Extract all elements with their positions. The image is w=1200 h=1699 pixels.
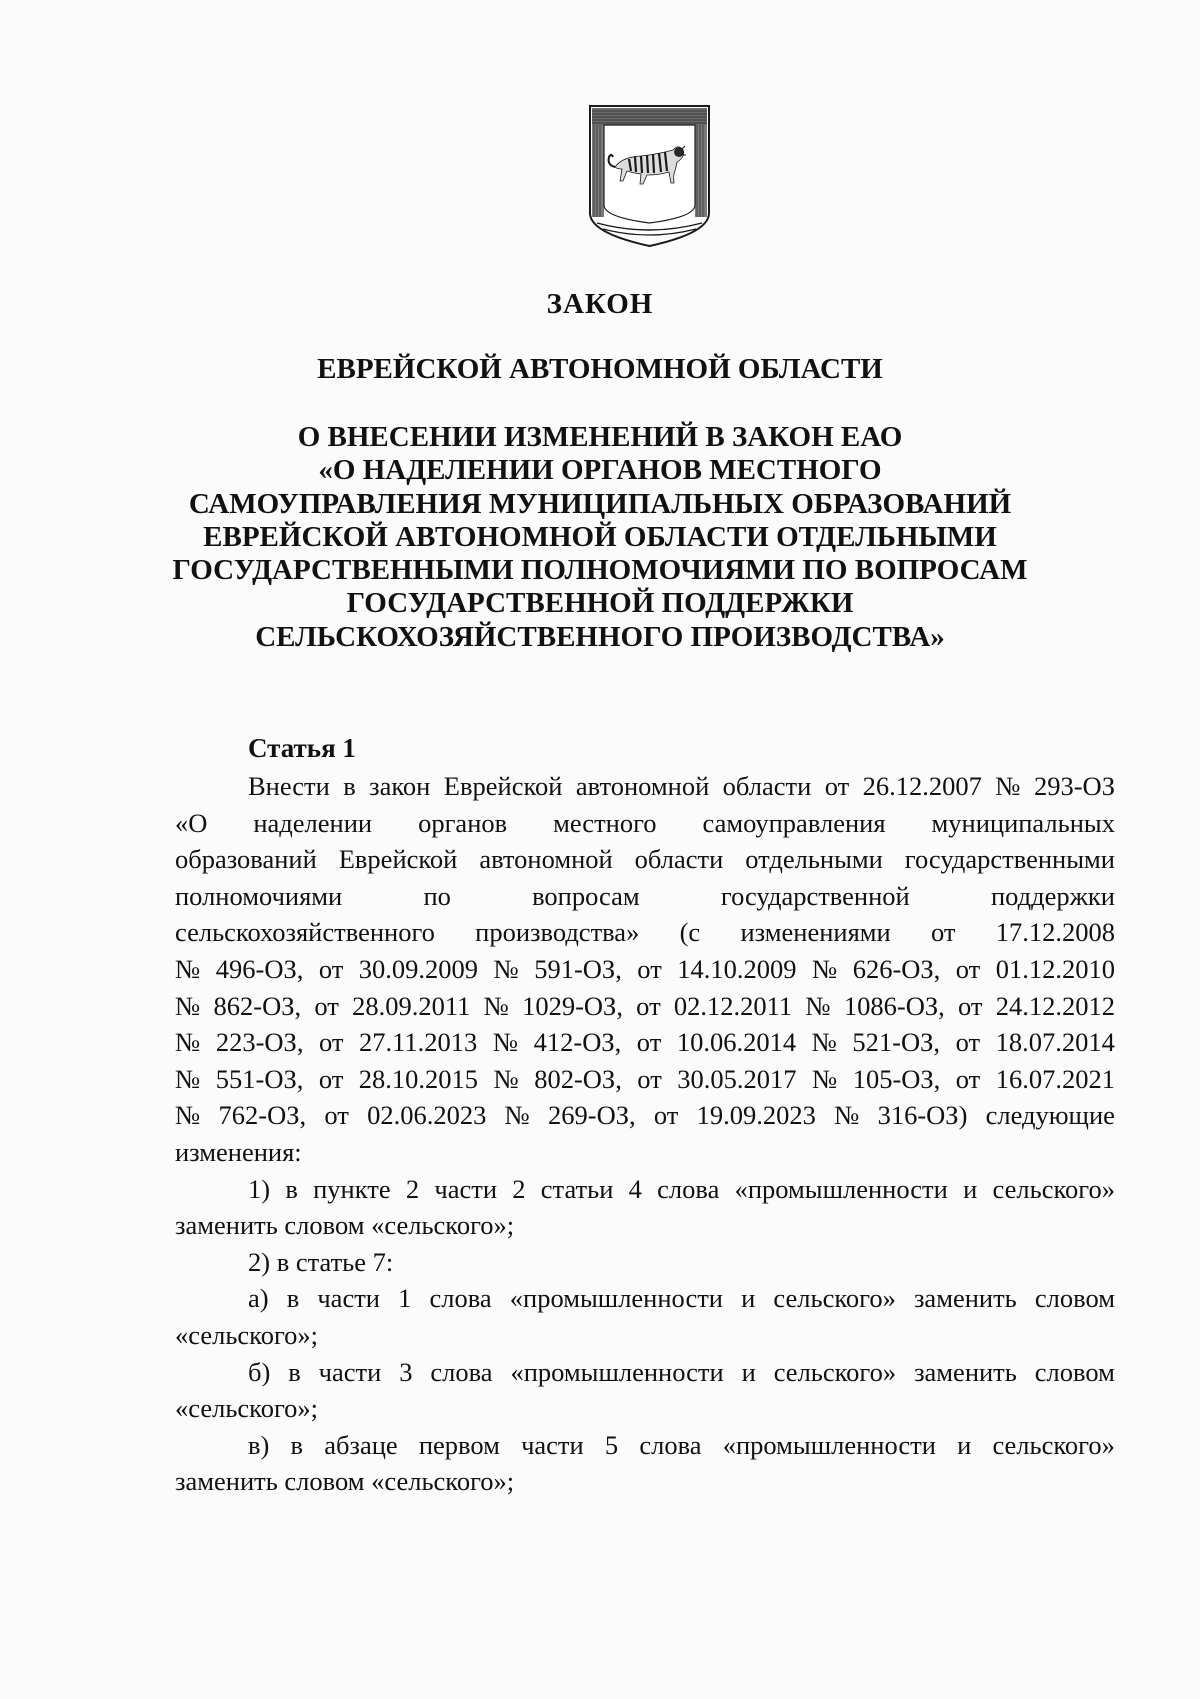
- body-word: словом: [1034, 1283, 1115, 1314]
- body-line: [175, 914, 1115, 951]
- body-line: [175, 988, 1115, 1025]
- body-word: 3: [399, 1356, 413, 1387]
- title-line: О ВНЕСЕНИИ ИЗМЕНЕНИЙ В ЗАКОН ЕАО: [297, 421, 903, 453]
- body-word: Внести: [248, 771, 330, 801]
- body-word: статьи: [540, 1173, 614, 1204]
- body-word: заменить: [913, 1283, 1017, 1314]
- body-word: 28.10.2015: [358, 1063, 479, 1094]
- body-word: №: [483, 990, 509, 1021]
- body-word: 02.12.2011: [673, 990, 793, 1021]
- body-line: [175, 951, 1115, 988]
- body-word: 02.06.2023: [367, 1100, 487, 1131]
- body-word: 16.07.2021: [995, 1063, 1115, 1094]
- body-word: области: [722, 771, 812, 801]
- tiger-coat-of-arms-icon: [589, 105, 710, 247]
- body-word: от: [318, 953, 344, 984]
- body-word: от: [930, 917, 956, 948]
- body-word: №: [493, 953, 519, 984]
- body-word: 316-ОЗ): [877, 1100, 968, 1131]
- body-word: государственной: [720, 880, 910, 911]
- body-word: «промышленности: [510, 1356, 724, 1387]
- body-word: по: [423, 880, 451, 911]
- body-word: 27.11.2013: [359, 1027, 478, 1058]
- body-word: 4: [628, 1173, 642, 1204]
- body-line: [175, 805, 1115, 842]
- body-word: органов: [418, 807, 508, 838]
- body-word: 18.07.2014: [995, 1027, 1115, 1058]
- region-name: ЕВРЕЙСКОЙ АВТОНОМНОЙ ОБЛАСТИ: [317, 353, 883, 385]
- body-word: 01.12.2010: [995, 953, 1115, 984]
- body-line: [175, 768, 1115, 805]
- body-word: вопросам: [532, 880, 640, 911]
- body-word: №: [834, 1100, 860, 1131]
- body-word: части: [434, 1173, 498, 1204]
- body-word: 412-ОЗ,: [533, 1027, 622, 1058]
- body-word: пункте: [313, 1173, 391, 1204]
- body-line: [175, 841, 1115, 878]
- body-word: №: [175, 1027, 201, 1058]
- body-line: [175, 1171, 1115, 1208]
- body-line: «сельского»;: [175, 1393, 319, 1424]
- body-word: сельского»: [992, 1429, 1115, 1460]
- body-word: 521-ОЗ,: [852, 1027, 941, 1058]
- body-word: от: [318, 1063, 344, 1094]
- body-word: наделении: [253, 807, 373, 838]
- body-word: №: [493, 1063, 519, 1094]
- title-line: САМОУПРАВЛЕНИЯ МУНИЦИПАЛЬНЫХ ОБРАЗОВАНИЙ: [188, 487, 1012, 520]
- body-word: от: [637, 1063, 662, 1094]
- body-line: заменить словом «сельского»;: [175, 1210, 515, 1241]
- article-heading: Статья 1: [248, 733, 356, 763]
- title-line: ГОСУДАРСТВЕННОЙ ПОДДЕРЖКИ: [346, 587, 854, 620]
- body-word: муниципальных: [931, 807, 1115, 838]
- body-word: №: [995, 771, 1021, 801]
- body-line: [175, 1061, 1115, 1098]
- body-word: полномочиями: [175, 880, 343, 911]
- body-line: 2) в статье 7:: [248, 1246, 394, 1277]
- body-word: 1): [248, 1173, 271, 1204]
- body-word: в: [285, 1173, 298, 1204]
- body-word: б): [248, 1356, 271, 1387]
- body-word: в): [248, 1429, 270, 1460]
- body-word: следующие: [985, 1100, 1115, 1131]
- body-word: №: [811, 1063, 838, 1094]
- body-word: закон: [369, 771, 431, 801]
- article-body: [175, 768, 1115, 1500]
- body-word: «промышленности: [722, 1429, 936, 1460]
- body-word: автономной: [575, 771, 710, 801]
- body-word: самоуправления: [702, 807, 886, 838]
- body-word: государственными: [904, 844, 1115, 875]
- body-word: от: [824, 771, 850, 801]
- body-word: абзаце: [324, 1429, 398, 1460]
- body-word: отдельными: [745, 844, 883, 875]
- body-word: 2: [512, 1173, 526, 1204]
- title-line: ЕВРЕЙСКОЙ АВТОНОМНОЙ ОБЛАСТИ ОТДЕЛЬНЫМИ: [203, 520, 997, 553]
- body-word: №: [504, 1100, 530, 1131]
- body-word: 551-ОЗ,: [215, 1063, 304, 1094]
- body-word: первом: [418, 1429, 500, 1460]
- body-word: в: [290, 1429, 304, 1460]
- body-word: от: [637, 953, 662, 984]
- body-word: части: [318, 1356, 382, 1387]
- law-title: [150, 421, 1050, 654]
- body-word: 1: [398, 1283, 412, 1314]
- title-line: СЕЛЬСКОХОЗЯЙСТВЕННОГО ПРОИЗВОДСТВА»: [255, 620, 945, 653]
- body-word: области: [634, 844, 724, 875]
- body-word: поддержки: [990, 880, 1115, 911]
- body-word: №: [175, 990, 201, 1021]
- body-word: 496-ОЗ,: [215, 953, 304, 984]
- body-line: [175, 878, 1115, 915]
- body-word: слова: [657, 1173, 720, 1204]
- body-word: 1086-ОЗ,: [843, 990, 945, 1021]
- body-word: 626-ОЗ,: [852, 953, 941, 984]
- body-word: 28.09.2011: [352, 990, 471, 1021]
- body-word: сельского»: [773, 1283, 896, 1314]
- body-word: слова: [639, 1429, 702, 1460]
- body-word: 14.10.2009: [677, 953, 797, 984]
- body-word: слова: [429, 1283, 492, 1314]
- body-word: 269-ОЗ,: [548, 1100, 636, 1131]
- body-word: производства»: [475, 917, 640, 948]
- body-word: №: [811, 1027, 837, 1058]
- body-word: Еврейской: [443, 771, 563, 801]
- body-line: [175, 1280, 1115, 1317]
- body-word: словом: [1034, 1356, 1115, 1387]
- body-word: №: [175, 1100, 201, 1131]
- body-word: 105-ОЗ,: [852, 1063, 941, 1094]
- body-word: от: [955, 953, 981, 984]
- body-word: и: [957, 1429, 972, 1460]
- body-word: №: [805, 990, 831, 1021]
- body-word: 862-ОЗ,: [213, 990, 302, 1021]
- body-line: [175, 1097, 1115, 1134]
- body-word: Еврейской: [338, 844, 458, 875]
- body-word: от: [955, 1027, 981, 1058]
- body-word: 591-ОЗ,: [534, 953, 622, 984]
- body-word: сельского»: [992, 1173, 1115, 1204]
- body-line: изменения:: [175, 1136, 302, 1167]
- body-word: в: [288, 1356, 301, 1387]
- body-word: 293-ОЗ: [1033, 771, 1115, 801]
- body-word: №: [811, 953, 838, 984]
- body-word: 223-ОЗ,: [215, 1027, 304, 1058]
- body-word: 17.12.2008: [995, 917, 1115, 948]
- body-word: от: [636, 1027, 662, 1058]
- body-line: [175, 1354, 1115, 1391]
- body-word: части: [317, 1283, 380, 1314]
- body-word: сельского»: [773, 1356, 897, 1387]
- body-word: «О: [175, 807, 208, 838]
- body-word: 1029-ОЗ,: [522, 990, 623, 1021]
- title-line: ГОСУДАРСТВЕННЫМИ ПОЛНОМОЧИЯМИ ПО ВОПРОСАМ: [172, 554, 1028, 587]
- law-heading: ЗАКОН: [546, 288, 654, 320]
- body-word: 30.05.2017: [677, 1063, 797, 1094]
- body-word: изменениями: [740, 917, 891, 948]
- body-word: в: [286, 1283, 300, 1314]
- body-word: 762-ОЗ,: [218, 1100, 307, 1131]
- body-word: 26.12.2007: [862, 771, 982, 801]
- body-word: 30.09.2009: [358, 953, 479, 984]
- body-word: «промышленности: [734, 1173, 948, 1204]
- body-word: автономной: [479, 844, 613, 875]
- body-word: 5: [604, 1429, 619, 1460]
- body-word: от: [314, 990, 339, 1021]
- body-word: слова: [430, 1356, 493, 1387]
- body-word: 2: [405, 1173, 420, 1204]
- body-word: №: [175, 1063, 201, 1094]
- body-word: и: [741, 1356, 756, 1387]
- body-word: и: [963, 1173, 978, 1204]
- body-word: от: [957, 990, 983, 1021]
- body-line: [175, 1024, 1115, 1061]
- body-word: части: [521, 1429, 584, 1460]
- body-word: от: [653, 1100, 679, 1131]
- body-word: и: [741, 1283, 756, 1314]
- body-word: от: [955, 1063, 981, 1094]
- body-word: №: [175, 953, 201, 984]
- body-word: сельскохозяйственного: [175, 917, 435, 948]
- body-line: «сельского»;: [175, 1319, 319, 1350]
- body-word: (с: [679, 917, 701, 948]
- body-word: от: [318, 1027, 344, 1058]
- body-line: заменить словом «сельского»;: [175, 1466, 515, 1497]
- body-word: от: [324, 1100, 349, 1131]
- body-word: 10.06.2014: [676, 1027, 797, 1058]
- body-word: заменить: [914, 1356, 1017, 1387]
- body-word: от: [636, 990, 661, 1021]
- title-line: «О НАДЕЛЕНИИ ОРГАНОВ МЕСТНОГО: [318, 454, 882, 487]
- body-line: [175, 1427, 1115, 1464]
- body-word: в: [343, 771, 356, 801]
- body-word: 24.12.2012: [995, 990, 1115, 1021]
- body-word: 19.09.2023: [696, 1100, 816, 1131]
- body-word: образований: [175, 844, 317, 875]
- body-word: «промышленности: [509, 1283, 723, 1314]
- body-word: местного: [553, 807, 657, 838]
- body-word: №: [492, 1027, 519, 1058]
- body-word: а): [248, 1283, 269, 1314]
- body-word: 802-ОЗ,: [534, 1063, 622, 1094]
